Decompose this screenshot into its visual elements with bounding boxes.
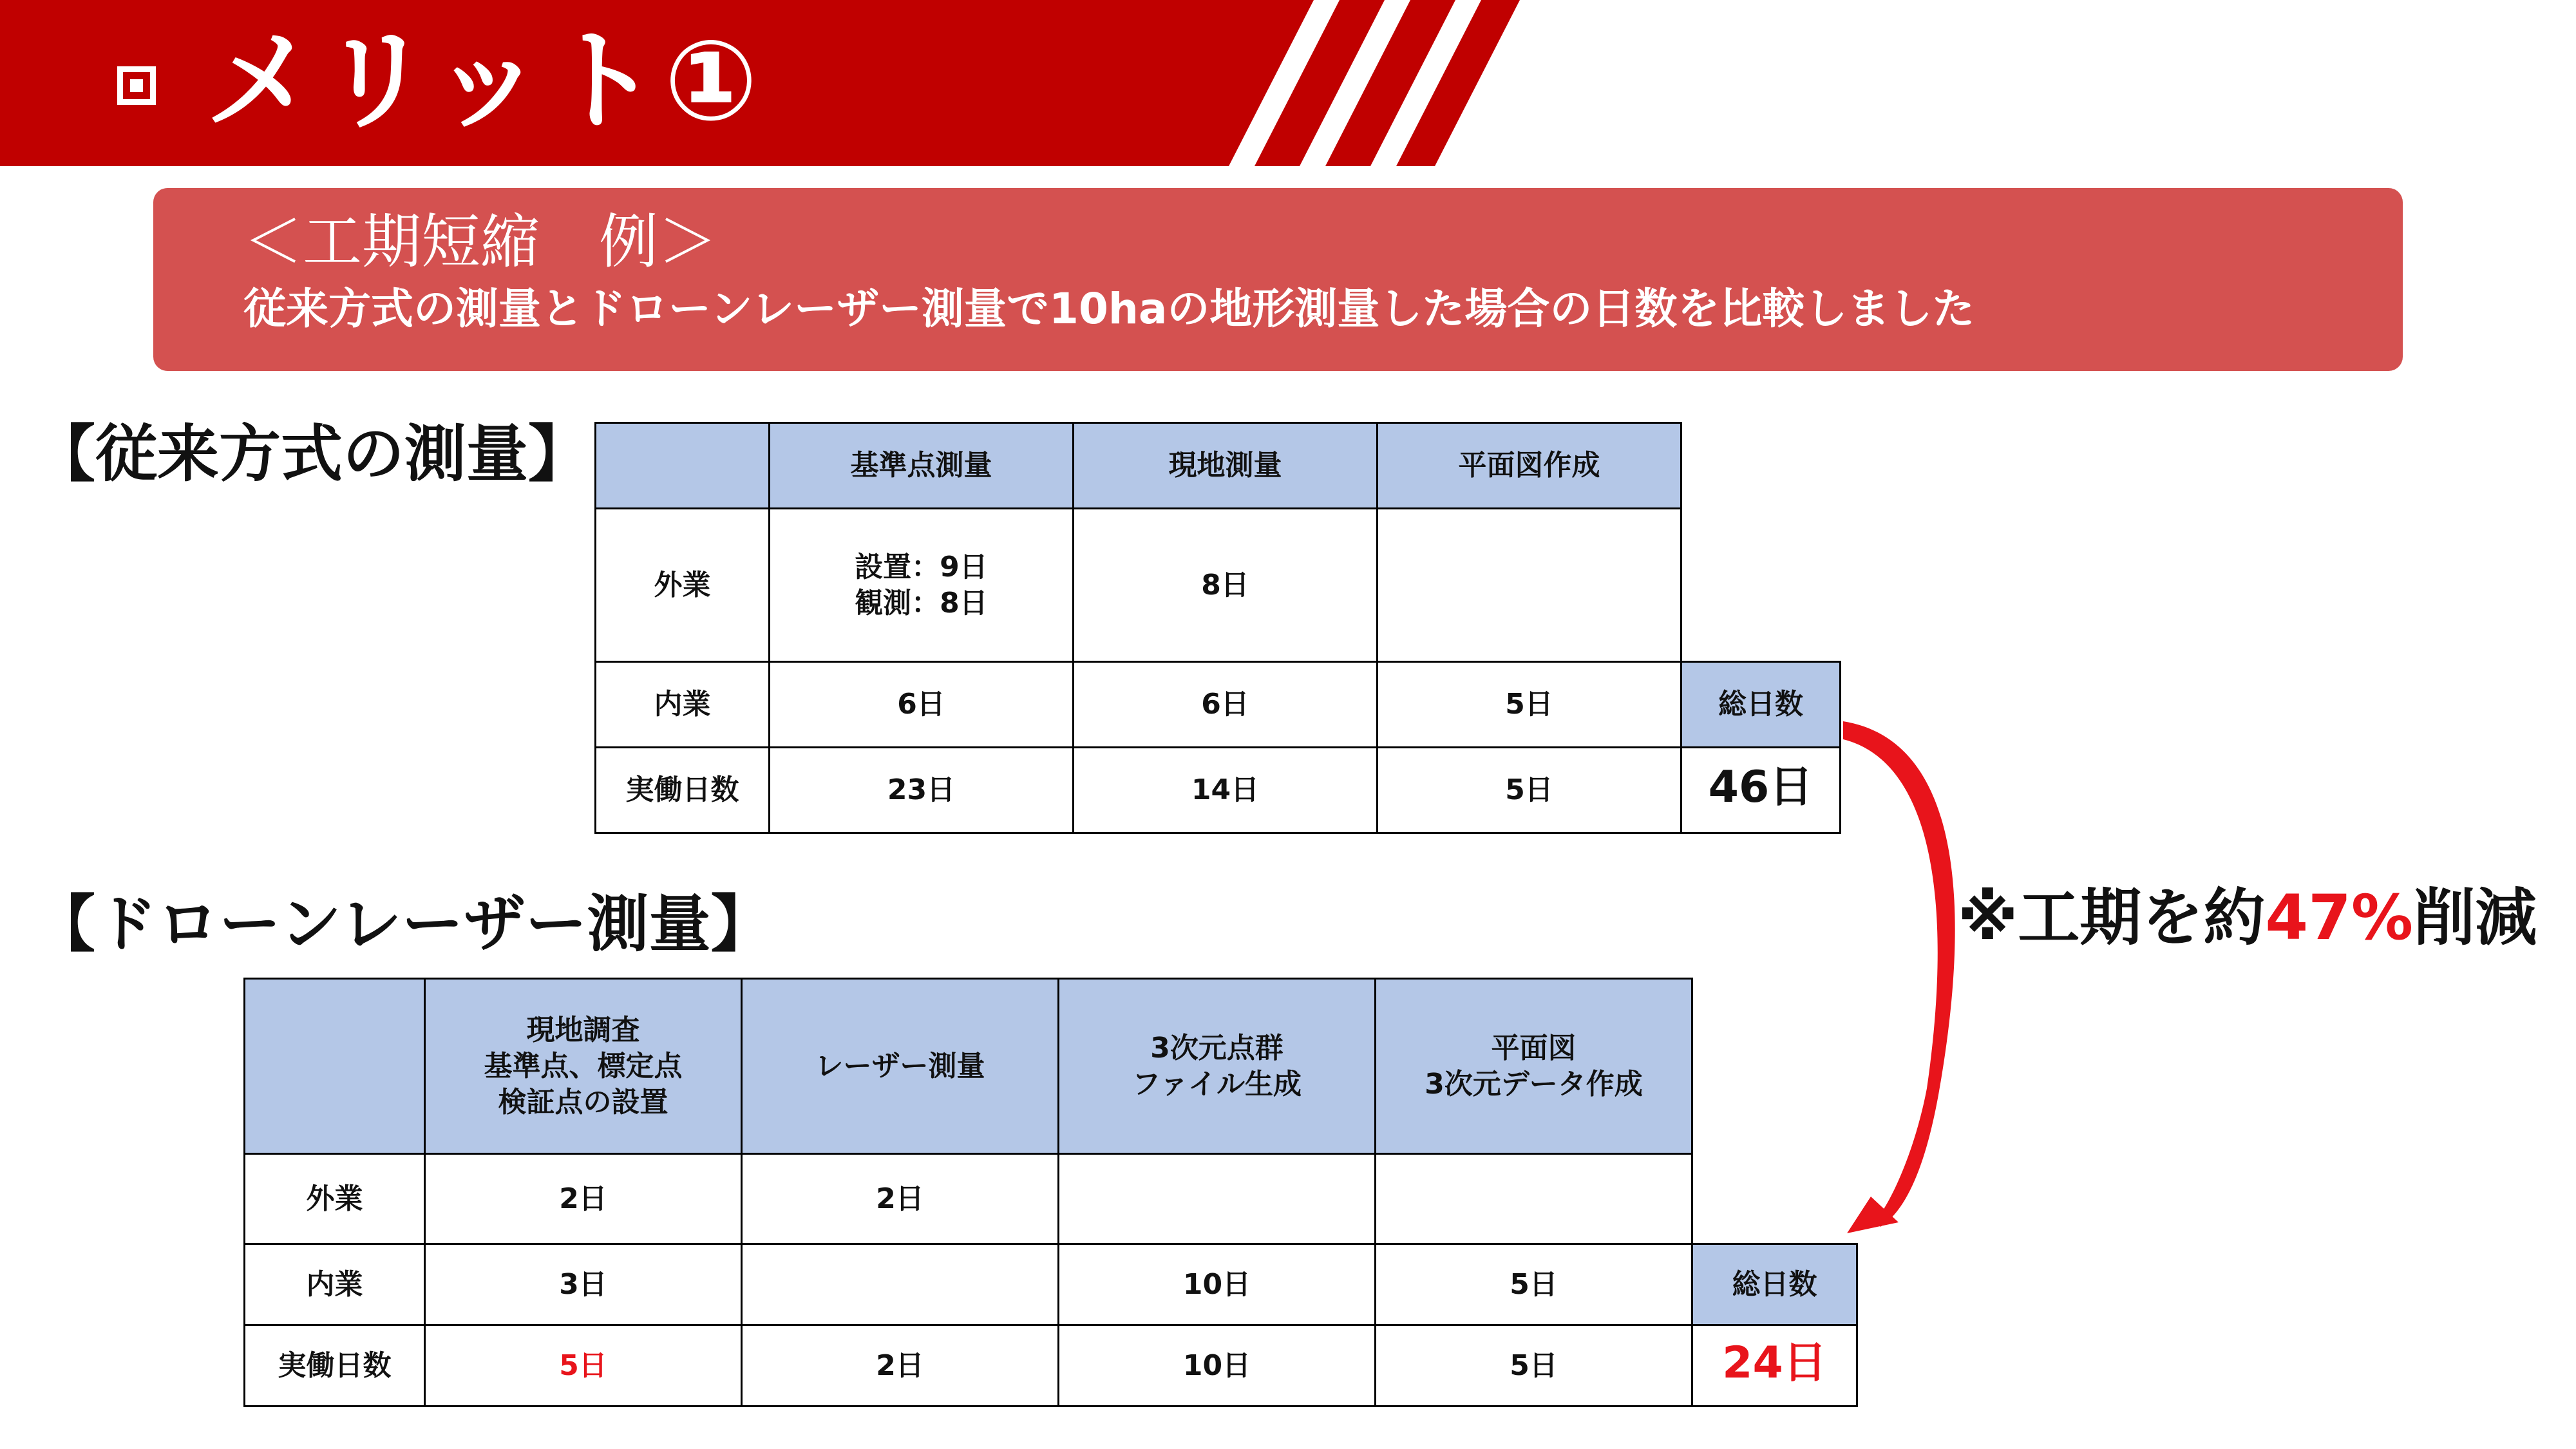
banner-subtitle: 従来方式の測量とドローンレーザー測量で10haの地形測量した場合の日数を比較しました — [243, 284, 1975, 334]
reduction-note — [1958, 882, 2537, 953]
table-cell: 6日 — [770, 662, 1074, 748]
table-cell — [1376, 1154, 1692, 1244]
note-percent: 47% — [2265, 882, 2414, 954]
row-label: 外業 — [245, 1154, 425, 1244]
table-cell: 23日 — [770, 748, 1074, 833]
row-label: 内業 — [596, 662, 770, 748]
empty-cell — [1681, 509, 1841, 662]
header-cell: 平面図 3次元データ作成 — [1376, 979, 1692, 1154]
square-bullet-icon — [117, 66, 156, 105]
header-cell — [596, 423, 770, 509]
row-label: 外業 — [596, 509, 770, 662]
table-cell: 2日 — [425, 1154, 742, 1244]
table-header-row — [596, 423, 1841, 509]
conventional-table — [594, 422, 1841, 834]
row-label: 実働日数 — [596, 748, 770, 833]
table-cell: 8日 — [1074, 509, 1378, 662]
header-cell: 現地調査 基準点、標定点 検証点の設置 — [425, 979, 742, 1154]
table-cell: 設置：9日 観測：8日 — [770, 509, 1074, 662]
header-cell: レーザー測量 — [742, 979, 1059, 1154]
page-title: メリット① — [205, 16, 763, 146]
header-cell: 3次元点群 ファイル生成 — [1059, 979, 1376, 1154]
table-header-row — [245, 979, 1857, 1154]
table-cell: 5日 — [1378, 748, 1681, 833]
total-value-text: 24日 — [1722, 1337, 1827, 1388]
table-cell: 5日 — [1376, 1244, 1692, 1325]
table-row — [245, 1154, 1857, 1244]
empty-cell — [1681, 423, 1841, 509]
table-row — [596, 662, 1841, 748]
table-cell: 10日 — [1059, 1325, 1376, 1406]
row-label: 内業 — [245, 1244, 425, 1325]
table-row — [245, 1325, 1857, 1406]
note-prefix: ※工期を約 — [1958, 882, 2266, 954]
total-value — [1692, 1325, 1857, 1406]
header-cell: 平面図作成 — [1378, 423, 1681, 509]
banner-title: ＜工期短縮 例＞ — [243, 207, 718, 276]
table-row — [245, 1244, 1857, 1325]
table-row — [596, 748, 1841, 833]
table-cell: 5日 — [1376, 1325, 1692, 1406]
total-value-text: 46日 — [1708, 762, 1814, 813]
table-cell: 14日 — [1074, 748, 1378, 833]
drone-section-title: 【ドローンレーザー測量】 — [33, 888, 773, 960]
header-cell: 現地測量 — [1074, 423, 1378, 509]
empty-cell — [1692, 979, 1857, 1154]
empty-cell — [1692, 1154, 1857, 1244]
table-cell — [742, 1244, 1059, 1325]
table-cell: 2日 — [742, 1154, 1059, 1244]
row-label: 実働日数 — [245, 1325, 425, 1406]
total-label: 総日数 — [1681, 662, 1841, 748]
header-cell: 基準点測量 — [770, 423, 1074, 509]
table-cell: 2日 — [742, 1325, 1059, 1406]
note-suffix: 削減 — [2413, 882, 2537, 954]
conventional-section-title: 【従来方式の測量】 — [33, 418, 590, 490]
table-cell: 5日 — [1378, 662, 1681, 748]
table-cell: 3日 — [425, 1244, 742, 1325]
header-cell — [245, 979, 425, 1154]
table-cell: 10日 — [1059, 1244, 1376, 1325]
drone-table — [243, 978, 1858, 1407]
total-label: 総日数 — [1692, 1244, 1857, 1325]
summary-banner — [153, 188, 2403, 371]
total-value — [1681, 748, 1841, 833]
table-cell: 5日 — [425, 1325, 742, 1406]
table-cell: 6日 — [1074, 662, 1378, 748]
table-cell — [1378, 509, 1681, 662]
table-row — [596, 509, 1841, 662]
table-cell — [1059, 1154, 1376, 1244]
